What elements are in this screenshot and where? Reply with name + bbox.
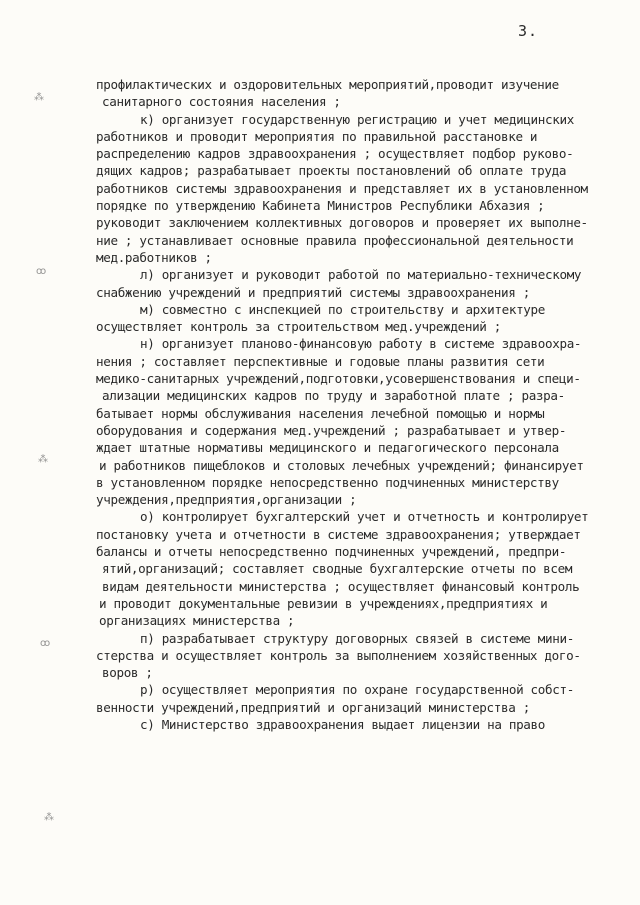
hole-punch-mark-4: ꝏ	[40, 638, 51, 649]
text-line: медико-санитарных учреждений,подготовки,усовершенствования и специ-	[96, 371, 581, 387]
hole-punch-mark-5: ⁂	[44, 812, 54, 823]
text-line: к) организует государственную регистрацию и учет медицинских	[140, 111, 574, 127]
text-line: мед.работников ;	[96, 249, 212, 265]
text-line: нения ; составляет перспективные и годовые планы развития сети	[96, 353, 545, 369]
text-line: воров ;	[102, 665, 153, 681]
hole-punch-mark-3: ⁂	[38, 454, 48, 465]
text-line: п) разрабатывает структуру договорных связей в системе мини-	[140, 630, 574, 646]
text-line: дящих кадров; разрабатывает проекты постановлений об оплате труда	[96, 163, 567, 179]
page-number: 3.	[518, 22, 539, 40]
text-line: балансы и отчеты непосредственно подчиненных учреждений, предпри-	[96, 544, 567, 560]
text-line: работников и проводит мероприятия по правильной расстановке и	[96, 128, 538, 144]
text-line: оборудования и содержания мед.учреждений ; разрабатывает и утвер-	[96, 422, 567, 438]
text-line: порядке по утверждению Кабинета Министров Республики Абхазия ;	[96, 198, 545, 214]
text-line: р) осуществляет мероприятия по охране государственной собст-	[140, 682, 574, 698]
text-line: батывает нормы обслуживания населения лечебной помощью и нормы	[96, 405, 545, 421]
text-line: ждает штатные нормативы медицинского и педагогического персонала	[96, 440, 559, 456]
text-line: постановку учета и отчетности в системе здравоохранения; утверждает	[96, 526, 581, 542]
text-line: учреждения,предприятия,организации ;	[96, 492, 357, 508]
text-line: и работников пищеблоков и столовых лечебных учреждений; финансирует	[99, 457, 584, 473]
text-line: руководит заключением коллективных договоров и проверяет их выполне-	[96, 215, 588, 231]
document-body	[96, 76, 624, 733]
text-line: н) организует планово-финансовую работу в системе здравоохра-	[140, 336, 582, 352]
hole-punch-mark-1: ⁂	[34, 92, 44, 103]
text-line: в установленном порядке непосредственно подчиненных министерству	[96, 474, 559, 490]
text-line: снабжению учреждений и предприятий системы здравоохранения ;	[96, 284, 530, 300]
text-line: ние ; устанавливает основные пpaвилa профессиональной деятельности	[96, 232, 574, 248]
text-line: санитарного состояния населения ;	[102, 94, 341, 110]
text-line: с) Министерство здравоохранения выдает лицензии на право	[140, 716, 545, 732]
text-line: венности учреждений,предприятий и организаций министерства ;	[96, 699, 530, 715]
text-line: ализации медицинских кадров по труду и заработной плате ; разра-	[102, 388, 565, 404]
text-line: организациях министерства ;	[99, 613, 295, 629]
text-line: распределению кадров здравоохранения ; осуществляет подбор руково-	[96, 146, 574, 162]
text-line: работников системы здравоохранения и представляет их в установленном	[96, 180, 588, 196]
text-line: ятий,организаций; составляет сводные бухгалтерские отчеты по всем	[102, 561, 573, 577]
text-line: л) организует и руководит работой по материально-техническому	[140, 267, 582, 283]
text-line: осуществляет контроль за строительством мед.учреждений ;	[96, 319, 501, 335]
text-line: профилактических и оздоровительных мероприятий,проводит изучение	[96, 77, 559, 92]
text-line: о) контролирует бухгалтерский учет и отчетность и контролирует	[140, 509, 589, 525]
text-line: стерства и осуществляет контроль за выполнением хозяйственных дого-	[96, 647, 581, 663]
text-line: и проводит документальные ревизии в учреждениях,предприятиях и	[99, 595, 548, 611]
text-line: видам деятельности министерства ; осуществляет финансовый контроль	[102, 578, 580, 594]
text-line: м) совместно с инспекцией по строительству и архитектуре	[140, 301, 545, 317]
hole-punch-mark-2: ꝏ	[36, 266, 47, 277]
